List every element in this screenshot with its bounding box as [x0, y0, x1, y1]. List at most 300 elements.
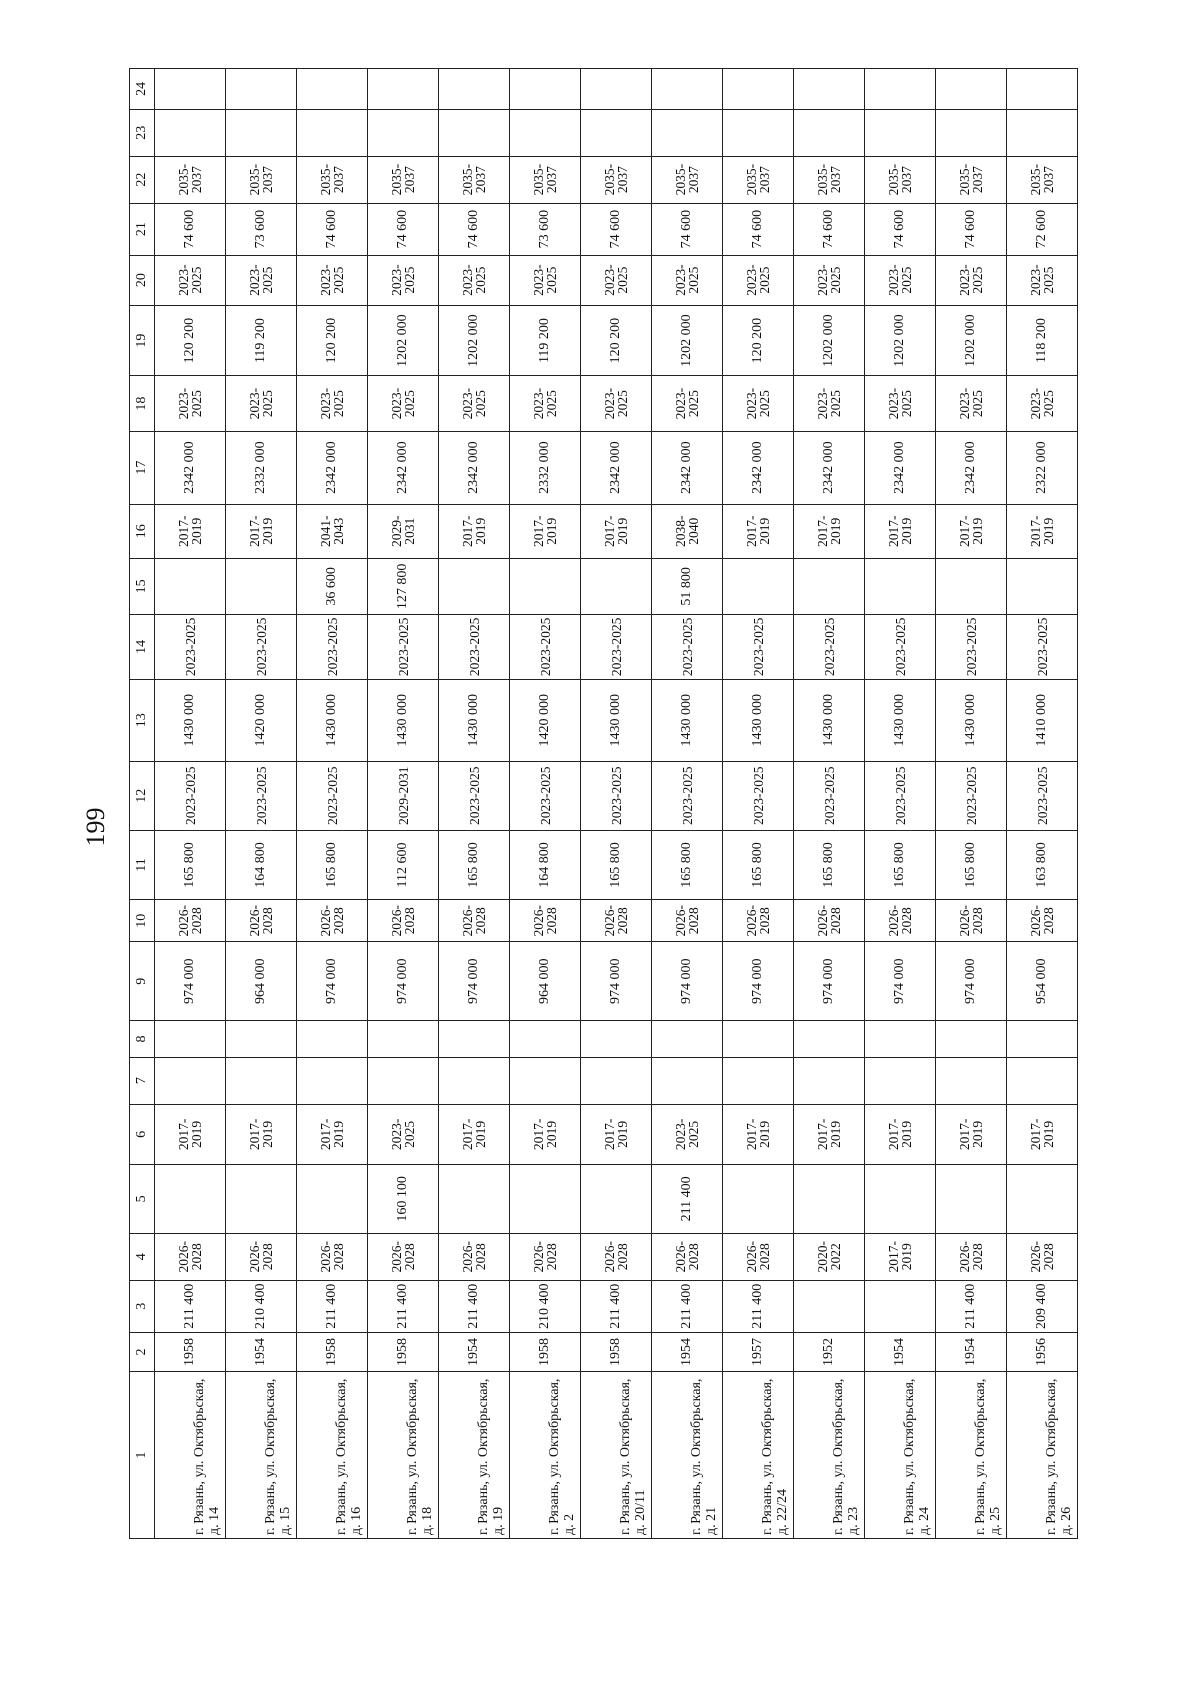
table-cell: 2026-2028 [794, 900, 865, 942]
table-cell [439, 1021, 510, 1057]
table-cell: 2023-2025 [865, 615, 936, 680]
table-cell: 2023-2025 [297, 615, 368, 680]
table-cell: 974 000 [155, 942, 226, 1021]
table-cell: 112 600 [368, 830, 439, 900]
table-cell [794, 1057, 865, 1104]
table-cell: 2342 000 [865, 431, 936, 504]
table-row [368, 69, 439, 1539]
table-cell: 2023-2025 [368, 1104, 439, 1164]
table-cell: 1430 000 [368, 679, 439, 761]
table-cell [226, 1057, 297, 1104]
table-cell: 120 200 [297, 305, 368, 376]
table-cell: 2017-2019 [865, 504, 936, 558]
table-cell: 73 600 [226, 203, 297, 255]
table-cell: 120 200 [581, 305, 652, 376]
table-cell: 160 100 [368, 1165, 439, 1234]
table-cell: 2017-2019 [936, 504, 1007, 558]
table-cell: 2023-2025 [1007, 255, 1078, 305]
table-cell [865, 1165, 936, 1234]
table-row [581, 69, 652, 1539]
column-number-17: 17 [130, 431, 155, 504]
table-cell: 2026-2028 [297, 1233, 368, 1280]
table-cell: 2023-2025 [226, 761, 297, 830]
table-cell [723, 109, 794, 156]
column-number-3: 3 [130, 1280, 155, 1332]
table-cell: 1954 [226, 1332, 297, 1372]
table-cell: 2026-2028 [723, 1233, 794, 1280]
table-cell: 2023-2025 [439, 376, 510, 431]
table-cell: 2026-2028 [581, 900, 652, 942]
table-cell: 2017-2019 [439, 1104, 510, 1164]
table-cell: 2017-2019 [865, 1233, 936, 1280]
address-cell: г. Рязань, ул. Октябрьская, д. 24 [865, 1372, 936, 1539]
table-cell: 119 200 [510, 305, 581, 376]
table-row [723, 69, 794, 1539]
table-cell: 2023-2025 [1007, 376, 1078, 431]
table-cell: 1420 000 [510, 679, 581, 761]
table-cell: 2023-2025 [652, 615, 723, 680]
address-cell: г. Рязань, ул. Октябрьская, д. 22/24 [723, 1372, 794, 1539]
table-cell: 120 200 [723, 305, 794, 376]
table-cell: 2023-2025 [155, 761, 226, 830]
address-cell: г. Рязань, ул. Октябрьская, д. 18 [368, 1372, 439, 1539]
table-cell: 209 400 [1007, 1280, 1078, 1332]
table-cell: 119 200 [226, 305, 297, 376]
table-cell: 2342 000 [155, 431, 226, 504]
table-cell: 2023-2025 [510, 761, 581, 830]
table-cell: 2041-2043 [297, 504, 368, 558]
table-cell [652, 1057, 723, 1104]
table-cell: 2023-2025 [368, 615, 439, 680]
table-cell [510, 1057, 581, 1104]
table-cell: 954 000 [1007, 942, 1078, 1021]
table-cell: 2017-2019 [581, 504, 652, 558]
table-cell: 211 400 [936, 1280, 1007, 1332]
table-cell: 974 000 [439, 942, 510, 1021]
rotated-table-container [129, 68, 1074, 1539]
column-number-11: 11 [130, 830, 155, 900]
table-cell: 2023-2025 [581, 615, 652, 680]
column-number-4: 4 [130, 1233, 155, 1280]
table-cell [581, 1021, 652, 1057]
table-cell [155, 558, 226, 614]
table-cell: 974 000 [652, 942, 723, 1021]
capital-repair-table [129, 68, 1078, 1539]
table-cell: 164 800 [510, 830, 581, 900]
table-cell [652, 1021, 723, 1057]
table-cell: 2322 000 [1007, 431, 1078, 504]
table-cell [368, 1057, 439, 1104]
table-cell: 1202 000 [865, 305, 936, 376]
table-row [794, 69, 865, 1539]
table-cell: 2035-2037 [155, 156, 226, 203]
table-cell [155, 109, 226, 156]
table-cell [226, 109, 297, 156]
table-cell: 2023-2025 [1007, 615, 1078, 680]
table-cell: 1202 000 [936, 305, 1007, 376]
table-cell: 74 600 [297, 203, 368, 255]
table-cell: 2017-2019 [1007, 504, 1078, 558]
table-cell: 2342 000 [581, 431, 652, 504]
table-cell: 1954 [439, 1332, 510, 1372]
table-cell [581, 1165, 652, 1234]
table-cell: 2017-2019 [226, 1104, 297, 1164]
table-cell [1007, 1057, 1078, 1104]
table-cell [439, 1165, 510, 1234]
table-cell: 165 800 [155, 830, 226, 900]
table-cell: 118 200 [1007, 305, 1078, 376]
table-cell: 1430 000 [865, 679, 936, 761]
table-cell: 74 600 [865, 203, 936, 255]
table-cell: 2035-2037 [652, 156, 723, 203]
column-number-1: 1 [130, 1372, 155, 1539]
address-cell: г. Рязань, ул. Октябрьская, д. 16 [297, 1372, 368, 1539]
table-cell [652, 109, 723, 156]
table-row [652, 69, 723, 1539]
table-cell [226, 558, 297, 614]
address-cell: г. Рязань, ул. Октябрьская, д. 20/11 [581, 1372, 652, 1539]
table-cell: 964 000 [226, 942, 297, 1021]
page-number: 199 [81, 807, 110, 847]
table-cell: 74 600 [439, 203, 510, 255]
table-cell: 2026-2028 [1007, 900, 1078, 942]
table-cell: 2017-2019 [794, 1104, 865, 1164]
table-cell: 2026-2028 [936, 900, 1007, 942]
table-cell: 74 600 [581, 203, 652, 255]
table-cell [155, 1021, 226, 1057]
table-cell: 2023-2025 [155, 255, 226, 305]
table-cell: 974 000 [794, 942, 865, 1021]
table-cell: 73 600 [510, 203, 581, 255]
table-cell: 2035-2037 [936, 156, 1007, 203]
table-cell: 2023-2025 [297, 376, 368, 431]
table-cell [723, 1165, 794, 1234]
table-cell: 210 400 [226, 1280, 297, 1332]
table-cell: 2023-2025 [297, 761, 368, 830]
table-cell: 2023-2025 [510, 255, 581, 305]
column-number-13: 13 [130, 679, 155, 761]
table-cell: 2035-2037 [510, 156, 581, 203]
table-cell [936, 558, 1007, 614]
address-cell: г. Рязань, ул. Октябрьская, д. 26 [1007, 1372, 1078, 1539]
column-number-7: 7 [130, 1057, 155, 1104]
table-cell: 74 600 [368, 203, 439, 255]
table-cell: 2023-2025 [510, 615, 581, 680]
table-cell: 211 400 [439, 1280, 510, 1332]
table-cell: 211 400 [297, 1280, 368, 1332]
table-cell: 2026-2028 [439, 900, 510, 942]
column-number-20: 20 [130, 255, 155, 305]
table-cell: 2020-2022 [794, 1233, 865, 1280]
table-cell: 2017-2019 [1007, 1104, 1078, 1164]
table-cell [794, 1280, 865, 1332]
table-cell: 2017-2019 [936, 1104, 1007, 1164]
table-cell: 164 800 [226, 830, 297, 900]
table-row [439, 69, 510, 1539]
table-cell: 74 600 [652, 203, 723, 255]
table-cell: 165 800 [936, 830, 1007, 900]
column-number-12: 12 [130, 761, 155, 830]
column-number-18: 18 [130, 376, 155, 431]
table-cell: 2035-2037 [226, 156, 297, 203]
column-number-10: 10 [130, 900, 155, 942]
table-cell [297, 1057, 368, 1104]
table-cell: 2342 000 [723, 431, 794, 504]
table-cell: 2017-2019 [865, 1104, 936, 1164]
table-cell: 1958 [297, 1332, 368, 1372]
table-cell: 2026-2028 [226, 1233, 297, 1280]
table-cell: 1202 000 [368, 305, 439, 376]
table-cell: 165 800 [439, 830, 510, 900]
table-cell: 1430 000 [297, 679, 368, 761]
table-cell: 1410 000 [1007, 679, 1078, 761]
table-cell: 165 800 [297, 830, 368, 900]
column-number-6: 6 [130, 1104, 155, 1164]
table-cell [226, 1021, 297, 1057]
table-cell: 2342 000 [439, 431, 510, 504]
table-cell [439, 1057, 510, 1104]
table-cell: 2035-2037 [1007, 156, 1078, 203]
table-cell: 2023-2025 [936, 255, 1007, 305]
table-cell: 2026-2028 [297, 900, 368, 942]
table-cell [865, 69, 936, 110]
table-cell [155, 1057, 226, 1104]
table-cell: 2035-2037 [794, 156, 865, 203]
table-cell [581, 109, 652, 156]
table-cell: 1430 000 [439, 679, 510, 761]
table-cell: 2342 000 [794, 431, 865, 504]
table-cell: 2023-2025 [723, 376, 794, 431]
table-cell [723, 558, 794, 614]
table-cell: 2342 000 [297, 431, 368, 504]
table-cell: 1954 [865, 1332, 936, 1372]
table-cell: 974 000 [297, 942, 368, 1021]
table-cell: 165 800 [865, 830, 936, 900]
table-row [936, 69, 1007, 1539]
table-cell: 2026-2028 [368, 1233, 439, 1280]
table-cell [936, 1165, 1007, 1234]
table-cell [794, 1165, 865, 1234]
table-cell: 127 800 [368, 558, 439, 614]
table-cell [865, 558, 936, 614]
table-cell: 1952 [794, 1332, 865, 1372]
table-cell: 2017-2019 [723, 504, 794, 558]
table-cell: 2023-2025 [155, 376, 226, 431]
table-row [155, 69, 226, 1539]
table-cell [865, 1280, 936, 1332]
table-cell: 2026-2028 [155, 1233, 226, 1280]
table-cell [226, 1165, 297, 1234]
table-cell [510, 109, 581, 156]
table-cell: 74 600 [794, 203, 865, 255]
address-cell: г. Рязань, ул. Октябрьская, д. 25 [936, 1372, 1007, 1539]
table-cell: 974 000 [865, 942, 936, 1021]
column-number-15: 15 [130, 558, 155, 614]
table-cell [1007, 558, 1078, 614]
table-cell [439, 558, 510, 614]
table-cell [297, 1165, 368, 1234]
table-cell [368, 69, 439, 110]
table-cell: 211 400 [155, 1280, 226, 1332]
table-cell: 2023-2025 [226, 615, 297, 680]
table-cell: 2342 000 [652, 431, 723, 504]
table-cell: 165 800 [723, 830, 794, 900]
table-cell: 2017-2019 [794, 504, 865, 558]
table-cell: 2035-2037 [297, 156, 368, 203]
table-cell [865, 109, 936, 156]
table-cell: 1430 000 [581, 679, 652, 761]
table-cell: 2023-2025 [368, 255, 439, 305]
table-cell: 974 000 [723, 942, 794, 1021]
table-cell [1007, 1165, 1078, 1234]
table-cell [865, 1021, 936, 1057]
table-cell [1007, 69, 1078, 110]
column-number-21: 21 [130, 203, 155, 255]
table-cell [155, 69, 226, 110]
table-cell: 120 200 [155, 305, 226, 376]
table-cell: 974 000 [581, 942, 652, 1021]
table-cell: 2026-2028 [510, 1233, 581, 1280]
table-cell: 2023-2025 [794, 761, 865, 830]
table-cell: 2023-2025 [865, 255, 936, 305]
table-cell: 2023-2025 [723, 761, 794, 830]
table-cell: 1958 [510, 1332, 581, 1372]
table-cell: 165 800 [652, 830, 723, 900]
column-number-5: 5 [130, 1165, 155, 1234]
table-row [865, 69, 936, 1539]
table-cell: 211 400 [652, 1280, 723, 1332]
table-cell: 964 000 [510, 942, 581, 1021]
address-cell: г. Рязань, ул. Октябрьская, д. 15 [226, 1372, 297, 1539]
column-number-19: 19 [130, 305, 155, 376]
table-cell [723, 1021, 794, 1057]
table-cell: 2342 000 [368, 431, 439, 504]
table-cell [1007, 1021, 1078, 1057]
table-cell: 1958 [368, 1332, 439, 1372]
table-cell: 1957 [723, 1332, 794, 1372]
table-cell: 74 600 [723, 203, 794, 255]
table-cell: 2023-2025 [865, 376, 936, 431]
table-cell: 2342 000 [936, 431, 1007, 504]
column-number-header-row [130, 69, 155, 1539]
table-cell: 2023-2025 [581, 761, 652, 830]
table-row [1007, 69, 1078, 1539]
table-cell: 1956 [1007, 1332, 1078, 1372]
table-cell: 2023-2025 [936, 761, 1007, 830]
table-cell: 2026-2028 [226, 900, 297, 942]
table-cell: 1430 000 [652, 679, 723, 761]
table-cell [510, 69, 581, 110]
table-cell [936, 1057, 1007, 1104]
table-cell: 2029-2031 [368, 504, 439, 558]
table-cell: 51 800 [652, 558, 723, 614]
table-cell: 2023-2025 [794, 255, 865, 305]
table-cell: 163 800 [1007, 830, 1078, 900]
table-cell: 1430 000 [794, 679, 865, 761]
column-number-2: 2 [130, 1332, 155, 1372]
table-cell: 2026-2028 [652, 900, 723, 942]
table-body [155, 69, 1078, 1539]
table-cell: 2023-2025 [723, 255, 794, 305]
table-cell: 74 600 [155, 203, 226, 255]
table-cell: 2023-2025 [794, 615, 865, 680]
table-cell: 2332 000 [226, 431, 297, 504]
table-cell: 2023-2025 [439, 615, 510, 680]
table-cell: 2023-2025 [723, 615, 794, 680]
address-cell: г. Рязань, ул. Октябрьская, д. 2 [510, 1372, 581, 1539]
column-number-22: 22 [130, 156, 155, 203]
table-cell: 2023-2025 [439, 761, 510, 830]
table-cell: 165 800 [581, 830, 652, 900]
table-cell: 2026-2028 [865, 900, 936, 942]
table-cell: 2017-2019 [226, 504, 297, 558]
table-cell [936, 109, 1007, 156]
table-cell: 2023-2025 [652, 761, 723, 830]
table-cell [794, 109, 865, 156]
table-cell: 974 000 [936, 942, 1007, 1021]
table-cell: 2023-2025 [1007, 761, 1078, 830]
table-cell: 2026-2028 [723, 900, 794, 942]
table-cell [723, 69, 794, 110]
table-cell: 2035-2037 [581, 156, 652, 203]
table-cell: 1958 [581, 1332, 652, 1372]
table-cell [723, 1057, 794, 1104]
table-cell [155, 1165, 226, 1234]
table-cell: 2035-2037 [723, 156, 794, 203]
table-cell: 2023-2025 [581, 376, 652, 431]
table-cell: 2023-2025 [865, 761, 936, 830]
table-cell: 2029-2031 [368, 761, 439, 830]
table-cell: 2023-2025 [368, 376, 439, 431]
table-cell: 2023-2025 [581, 255, 652, 305]
table-cell: 2017-2019 [155, 1104, 226, 1164]
table-cell: 2026-2028 [439, 1233, 510, 1280]
table-cell [936, 1021, 1007, 1057]
table-cell: 1430 000 [723, 679, 794, 761]
table-cell: 165 800 [794, 830, 865, 900]
table-cell: 1202 000 [652, 305, 723, 376]
table-row [510, 69, 581, 1539]
table-cell: 2026-2028 [368, 900, 439, 942]
table-cell [297, 109, 368, 156]
table-cell: 2023-2025 [652, 1104, 723, 1164]
table-cell: 1202 000 [439, 305, 510, 376]
table-cell: 1420 000 [226, 679, 297, 761]
table-cell [510, 558, 581, 614]
table-cell: 2038-2040 [652, 504, 723, 558]
table-cell: 36 600 [297, 558, 368, 614]
table-cell [581, 69, 652, 110]
table-cell: 2017-2019 [439, 504, 510, 558]
table-cell [297, 1021, 368, 1057]
table-cell: 2026-2028 [510, 900, 581, 942]
table-cell [794, 69, 865, 110]
table-cell: 1430 000 [936, 679, 1007, 761]
table-cell: 1430 000 [155, 679, 226, 761]
table-cell: 1954 [936, 1332, 1007, 1372]
table-cell: 2023-2025 [652, 255, 723, 305]
table-cell: 2017-2019 [155, 504, 226, 558]
table-cell: 2017-2019 [510, 504, 581, 558]
table-cell: 72 600 [1007, 203, 1078, 255]
table-cell: 2023-2025 [936, 615, 1007, 680]
table-cell: 210 400 [510, 1280, 581, 1332]
table-cell: 2023-2025 [155, 615, 226, 680]
address-cell: г. Рязань, ул. Октябрьская, д. 14 [155, 1372, 226, 1539]
table-cell [368, 1021, 439, 1057]
column-number-16: 16 [130, 504, 155, 558]
table-cell [439, 109, 510, 156]
